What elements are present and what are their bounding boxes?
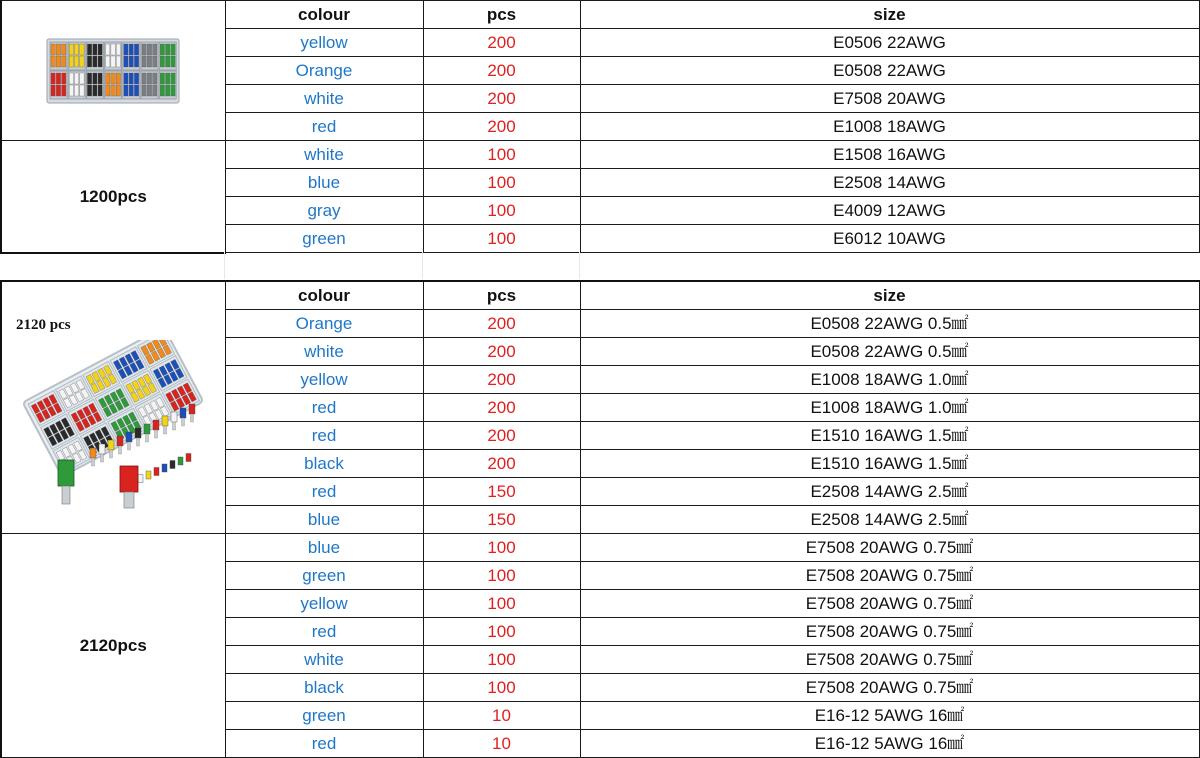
colour-cell: blue [225, 169, 423, 197]
size-cell: E1008 18AWG [580, 113, 1199, 141]
table-row [1, 534, 1199, 562]
colour-cell: Orange [225, 310, 423, 338]
pcs-cell: 150 [423, 478, 580, 506]
size-cell: E7508 20AWG 0.75㎟ [580, 590, 1199, 618]
table-spacer [0, 252, 1198, 279]
pcs-cell: 10 [423, 702, 580, 730]
pcs-cell: 100 [423, 618, 580, 646]
table-1200pcs [0, 0, 1200, 254]
colour-cell: red [225, 730, 423, 758]
pcs-cell: 100 [423, 674, 580, 702]
colour-header: colour [225, 1, 423, 29]
pcs-cell: 100 [423, 141, 580, 169]
pcs-cell: 200 [423, 29, 580, 57]
colour-cell: red [225, 478, 423, 506]
size-cell: E7508 20AWG 0.75㎟ [580, 674, 1199, 702]
pcs-cell: 100 [423, 197, 580, 225]
colour-header: colour [225, 281, 423, 310]
size-cell: E7508 20AWG [580, 85, 1199, 113]
colour-cell: red [225, 113, 423, 141]
product-photo-cell [1, 1, 225, 141]
size-cell: E2508 14AWG [580, 169, 1199, 197]
size-header: size [580, 1, 1199, 29]
pcs-cell: 200 [423, 113, 580, 141]
colour-cell: black [225, 450, 423, 478]
pcs-cell: 200 [423, 394, 580, 422]
colour-cell: Orange [225, 57, 423, 85]
pcs-cell: 100 [423, 534, 580, 562]
size-cell: E2508 14AWG 2.5㎟ [580, 478, 1199, 506]
colour-cell: yellow [225, 29, 423, 57]
colour-cell: blue [225, 534, 423, 562]
pcs-cell: 200 [423, 450, 580, 478]
pcs-cell: 200 [423, 338, 580, 366]
size-cell: E1508 16AWG [580, 141, 1199, 169]
size-cell: E0506 22AWG [580, 29, 1199, 57]
colour-cell: black [225, 674, 423, 702]
pcs-header: pcs [423, 281, 580, 310]
pcs-cell: 100 [423, 646, 580, 674]
size-cell: E4009 12AWG [580, 197, 1199, 225]
group-label: 1200pcs [1, 141, 225, 253]
pcs-cell: 100 [423, 590, 580, 618]
pcs-cell: 200 [423, 366, 580, 394]
ferrule-kit-photo [46, 38, 180, 104]
size-cell: E0508 22AWG 0.5㎟ [580, 338, 1199, 366]
colour-cell: red [225, 618, 423, 646]
size-header: size [580, 281, 1199, 310]
pcs-header: pcs [423, 1, 580, 29]
pcs-cell: 200 [423, 422, 580, 450]
size-cell: E1008 18AWG 1.0㎟ [580, 394, 1199, 422]
pcs-cell: 200 [423, 310, 580, 338]
product-photo-cell [1, 281, 225, 534]
size-cell: E6012 10AWG [580, 225, 1199, 253]
size-cell: E2508 14AWG 2.5㎟ [580, 506, 1199, 534]
group-label: 2120pcs [1, 534, 225, 758]
colour-cell: gray [225, 197, 423, 225]
size-cell: E1008 18AWG 1.0㎟ [580, 366, 1199, 394]
pcs-cell: 100 [423, 225, 580, 253]
pcs-cell: 200 [423, 57, 580, 85]
size-cell: E7508 20AWG 0.75㎟ [580, 562, 1199, 590]
pcs-cell: 200 [423, 85, 580, 113]
size-cell: E7508 20AWG 0.75㎟ [580, 618, 1199, 646]
colour-cell: red [225, 422, 423, 450]
size-cell: E1510 16AWG 1.5㎟ [580, 450, 1199, 478]
size-cell: E0508 22AWG 0.5㎟ [580, 310, 1199, 338]
pcs-cell: 100 [423, 169, 580, 197]
table-header-row [1, 1, 1199, 29]
colour-cell: green [225, 562, 423, 590]
size-cell: E7508 20AWG 0.75㎟ [580, 646, 1199, 674]
pcs-cell: 100 [423, 562, 580, 590]
colour-cell: white [225, 646, 423, 674]
size-cell: E1510 16AWG 1.5㎟ [580, 422, 1199, 450]
table-row [1, 141, 1199, 169]
colour-cell: yellow [225, 590, 423, 618]
colour-cell: blue [225, 506, 423, 534]
colour-cell: red [225, 394, 423, 422]
colour-cell: green [225, 702, 423, 730]
size-cell: E16-12 5AWG 16㎟ [580, 702, 1199, 730]
pcs-cell: 150 [423, 506, 580, 534]
colour-cell: white [225, 85, 423, 113]
photo-caption: 2120 pcs [16, 317, 71, 333]
colour-cell: white [225, 141, 423, 169]
colour-cell: yellow [225, 366, 423, 394]
colour-cell: white [225, 338, 423, 366]
table-header-row [1, 281, 1199, 310]
pcs-cell: 10 [423, 730, 580, 758]
size-cell: E16-12 5AWG 16㎟ [580, 730, 1199, 758]
ferrule-kit-box-photo [18, 340, 208, 510]
colour-cell: green [225, 225, 423, 253]
size-cell: E7508 20AWG 0.75㎟ [580, 534, 1199, 562]
size-cell: E0508 22AWG [580, 57, 1199, 85]
table-2120pcs [0, 280, 1200, 758]
